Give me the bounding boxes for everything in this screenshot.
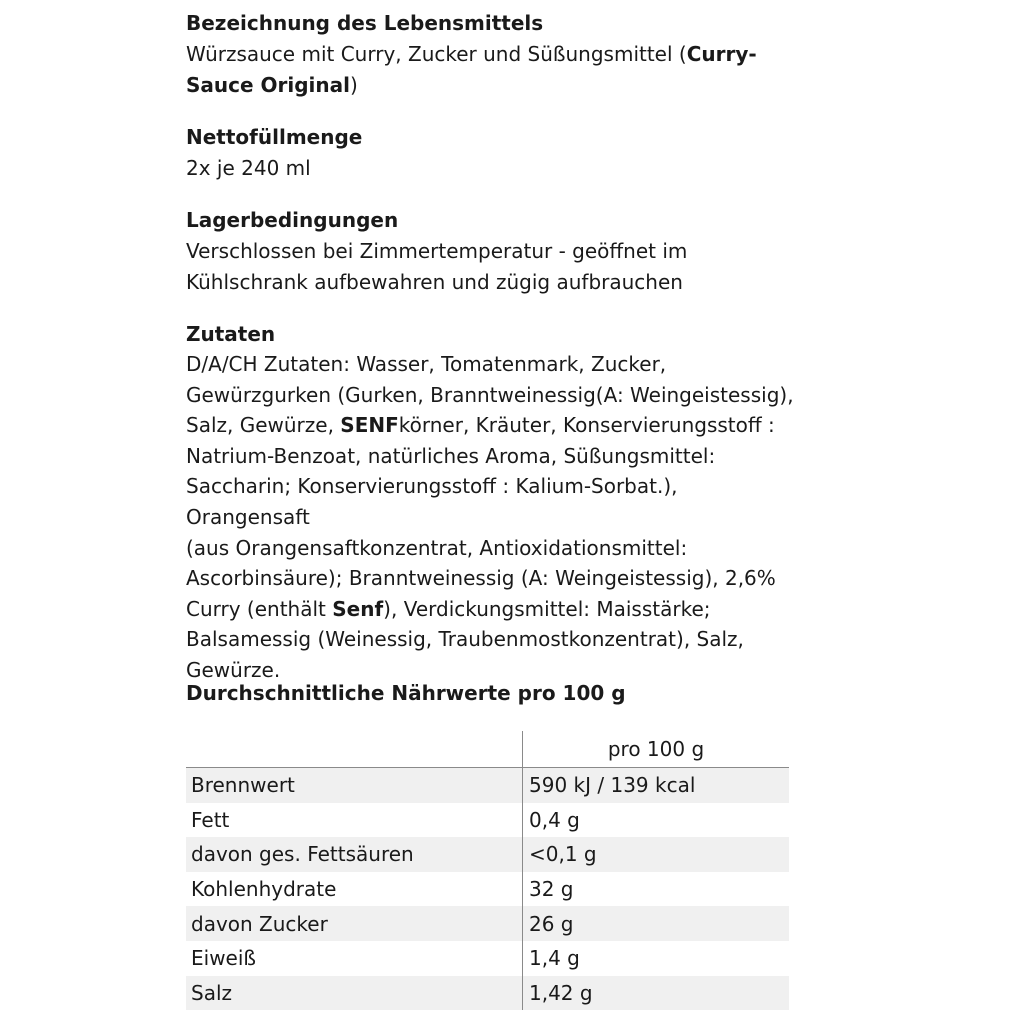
table-row: [186, 803, 789, 838]
nutrient-name: Fett: [186, 803, 523, 838]
ingredients-line: Gewürzgurken (Gurken, Branntweinessig(A: Weingeistessig),: [186, 382, 794, 407]
ingredients-line: [186, 594, 806, 625]
nutrient-name: davon Zucker: [186, 906, 523, 941]
table-header-name: [186, 731, 523, 767]
section-product-name: [186, 8, 806, 101]
ingredients-line: Gewürze.: [186, 657, 281, 682]
section-net-quantity: [186, 122, 806, 184]
table-header-value: pro 100 g: [607, 737, 705, 761]
nutrient-value: 1,4 g: [529, 946, 580, 971]
nutrient-value: 0,4 g: [529, 807, 580, 832]
ingredients-line: (aus Orangensaftkonzentrat, Antioxidationsmittel:: [186, 535, 688, 560]
ingredients-text: ), Verdickungsmittel: Maisstärke;: [383, 596, 711, 621]
product-name-text: [186, 39, 806, 101]
table-row: [186, 941, 789, 976]
nutrient-value: <0,1 g: [529, 842, 597, 867]
table-row: [186, 872, 789, 907]
product-name-desc: Würzsauce mit Curry, Zucker und Süßungsmittel (: [186, 42, 687, 66]
ingredients-text: Salz, Gewürze,: [186, 413, 341, 438]
ingredients-text: Curry (enthält: [186, 596, 333, 621]
ingredients-line: D/A/CH Zutaten: Wasser, Tomatenmark, Zucker,: [186, 352, 667, 376]
nutrient-name: davon ges. Fettsäuren: [186, 837, 523, 872]
nutrition-table: [186, 731, 789, 1010]
net-quantity-text: 2x je 240 ml: [186, 156, 311, 180]
table-header-row: [186, 731, 789, 768]
ingredients-line: [186, 410, 806, 441]
section-nutrition: [186, 678, 806, 709]
nutrient-value: 1,42 g: [529, 980, 593, 1005]
storage-line: Verschlossen bei Zimmertemperatur - geöffnet im: [186, 239, 688, 263]
table-row: [186, 768, 789, 803]
product-name-bold: Curry-Sauce Original: [186, 42, 757, 97]
table-row: [186, 906, 789, 941]
table-row: [186, 837, 789, 872]
product-name-close: ): [350, 73, 358, 97]
allergen-mustard: Senf: [332, 596, 384, 621]
nutrient-value: 32 g: [529, 877, 574, 902]
nutrient-name: Brennwert: [186, 768, 523, 803]
product-name-heading: Bezeichnung des Lebensmittels: [186, 11, 544, 35]
ingredients-line: Balsamessig (Weinessig, Traubenmostkonzentrat), Salz,: [186, 627, 744, 652]
storage-heading: Lagerbedingungen: [186, 208, 399, 232]
nutrient-name: Salz: [186, 976, 523, 1011]
ingredients-line: Ascorbinsäure); Branntweinessig (A: Weingeistessig), 2,6%: [186, 566, 776, 591]
nutrient-name: Kohlenhydrate: [186, 872, 523, 907]
nutrient-name: Eiweiß: [186, 941, 523, 976]
ingredients-text: körner, Kräuter, Konservierungsstoff :: [398, 413, 775, 438]
section-ingredients: [186, 319, 806, 686]
section-storage: [186, 205, 806, 298]
net-quantity-heading: Nettofüllmenge: [186, 125, 363, 149]
ingredients-line: Natrium-Benzoat, natürliches Aroma, Süßungsmittel:: [186, 443, 716, 468]
ingredients-heading: Zutaten: [186, 322, 276, 346]
storage-line: Kühlschrank aufbewahren und zügig aufbrauchen: [186, 270, 683, 294]
nutrient-value: 590 kJ / 139 kcal: [529, 773, 696, 798]
table-row: [186, 976, 789, 1011]
ingredients-line: Saccharin; Konservierungsstoff : Kalium-Sorbat.), Orangensaft: [186, 474, 678, 529]
nutrition-heading: Durchschnittliche Nährwerte pro 100 g: [186, 681, 626, 705]
allergen-mustard: SENF: [340, 413, 399, 438]
nutrient-value: 26 g: [529, 911, 574, 936]
